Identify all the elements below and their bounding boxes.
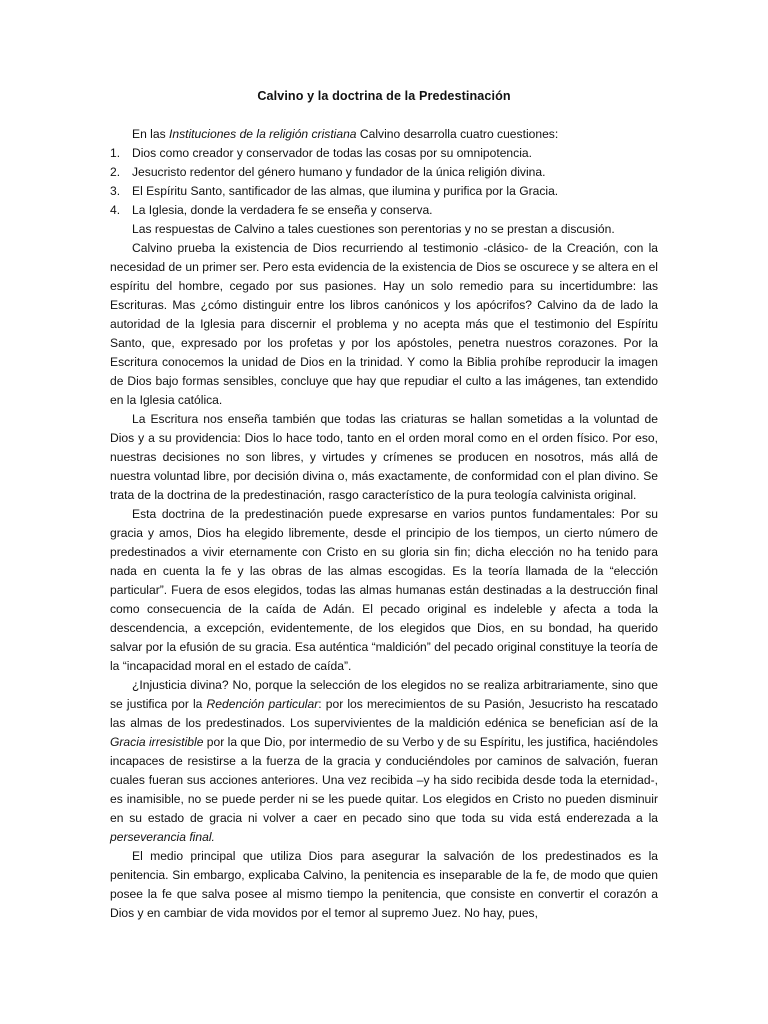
paragraph-existence-of-god: Calvino prueba la existencia de Dios recurriendo al testimonio -clásico- de la Creación, con la necesidad de un primer ser. Pero esta evidencia de la existencia de Dios se oscurece y se altera en el espíritu del hombre, cegado por sus pasiones. Hay un solo remedio para su incertidumbre: las Escrituras. Mas ¿cómo distinguir entre los libros canónicos y los apócrifos? Calvino da de lado la autoridad de la Iglesia para discernir el problema y no acepta más que el testimonio del Espíritu Santo, que, expresado por los profetas y por los apóstoles, penetra nuestros corazones. Por la Escritura conocemos la unidad de Dios en la trinidad. Y como la Biblia prohíbe reproducir la imagen de Dios bajo formas sensibles, concluye que hay que repudiar el culto a las imágenes, tan extendido en la Iglesia católica. bbox=[110, 241, 658, 407]
paragraph-providence: La Escritura nos enseña también que todas las criaturas se hallan sometidas a la voluntad de Dios y a su providencia: Dios lo hace todo, tanto en el orden moral como en el orden físico. Por eso, nuestras decisiones no son libres, y virtudes y crímenes se producen en nosotros, más allá de nuestra voluntad libre, por decisión divina o, más exactamente, de conformidad con el plan divino. Se trata de la doctrina de la predestinación, rasgo característico de la pura teología calvinista original. bbox=[110, 412, 658, 502]
paragraph-text: ¿Injusticia divina? No, porque la selección de los elegidos no se realiza arbitrariamente, sino que se justifica por la bbox=[110, 678, 658, 711]
paragraph-penitence: El medio principal que utiliza Dios para asegurar la salvación de los predestinados es la penitencia. Sin embargo, explicaba Calvino, la penitencia es inseparable de la fe, de modo que quien posee la fe que salva posee al mismo tiempo la penitencia, que consiste en convertir el corazón a Dios y en cambiar de vida movidos por el temor al supremo Juez. No hay, pues, bbox=[110, 849, 658, 920]
paragraph-text: : por los merecimientos de su Pasión, Jesucristo ha rescatado las almas de los predestinados. Los supervivientes de la maldición edénica se benefician así de la bbox=[110, 697, 658, 730]
list-item-number: 3. bbox=[110, 184, 121, 198]
intro-text-after: Calvino desarrolla cuatro cuestiones: bbox=[356, 127, 559, 141]
list-item-text: El Espíritu Santo, santificador de las almas, que ilumina y purifica por la Gracia. bbox=[132, 184, 559, 198]
list-item bbox=[110, 163, 658, 182]
list-item-text: La Iglesia, donde la verdadera fe se enseña y conserva. bbox=[132, 203, 433, 217]
list-item-number: 2. bbox=[110, 165, 121, 179]
italic-term-perseverancia: perseverancia final. bbox=[110, 830, 215, 844]
italic-term-gracia: Gracia irresistible bbox=[110, 735, 204, 749]
list-item bbox=[110, 182, 658, 201]
intro-paragraph bbox=[110, 125, 658, 144]
list-item-number: 1. bbox=[110, 146, 121, 160]
document-page bbox=[110, 0, 658, 1024]
questions-list bbox=[110, 144, 658, 220]
list-item-number: 4. bbox=[110, 203, 121, 217]
list-item bbox=[110, 201, 658, 220]
italic-term-redencion: Redención particular bbox=[206, 697, 319, 711]
list-item-text: Dios como creador y conservador de todas las cosas por su omnipotencia. bbox=[132, 146, 532, 160]
list-item-text: Jesucristo redentor del género humano y fundador de la única religión divina. bbox=[132, 165, 546, 179]
paragraph-responses: Las respuestas de Calvino a tales cuestiones son perentorias y no se prestan a discusión. bbox=[132, 222, 615, 236]
list-item bbox=[110, 144, 658, 163]
page-title: Calvino y la doctrina de la Predestinación bbox=[257, 89, 511, 103]
intro-text-before: En las bbox=[132, 127, 169, 141]
paragraph-text: por la que Dio, por intermedio de su Verbo y de su Espíritu, les justifica, haciéndoles incapaces de resistirse a la fuerza de la gracia y conduciéndoles por caminos de salvación, fueran cuales fueran sus acciones anteriores. Una vez recibida –y ha sido recibida desde toda la eternidad-, es inamisible, no se puede perder ni se les puede quitar. Los elegidos en Cristo no pueden disminuir en su estado de gracia ni volver a caer en pecado sino que toda su vida está enderezada a la bbox=[110, 735, 658, 825]
paragraph-predestination-points: Esta doctrina de la predestinación puede expresarse en varios puntos fundamentales: Por su gracia y amos, Dios ha elegido libremente, desde el principio de los tiempos, un cierto número de predestinados a vivir eternamente con Cristo en su gloria sin fin; dicha elección no ha tenido para nada en cuenta la fe y las obras de las almas escogidas. Es la teoría llamada de la “elección particular”. Fuera de esos elegidos, todas las almas humanas están destinadas a la destrucción final como consecuencia de la caída de Adán. El pecado original es indeleble y afecta a toda la descendencia, a excepción, evidentemente, de los elegidos que Dios, en su bondad, ha querido salvar por la efusión de su gracia. Esa auténtica “maldición” del pecado original constituye la teoría de la “incapacidad moral en el estado de caída”. bbox=[110, 507, 658, 673]
paragraph-divine-injustice bbox=[110, 676, 658, 847]
document-body bbox=[110, 125, 658, 923]
intro-book-title: Instituciones de la religión cristiana bbox=[168, 127, 357, 141]
